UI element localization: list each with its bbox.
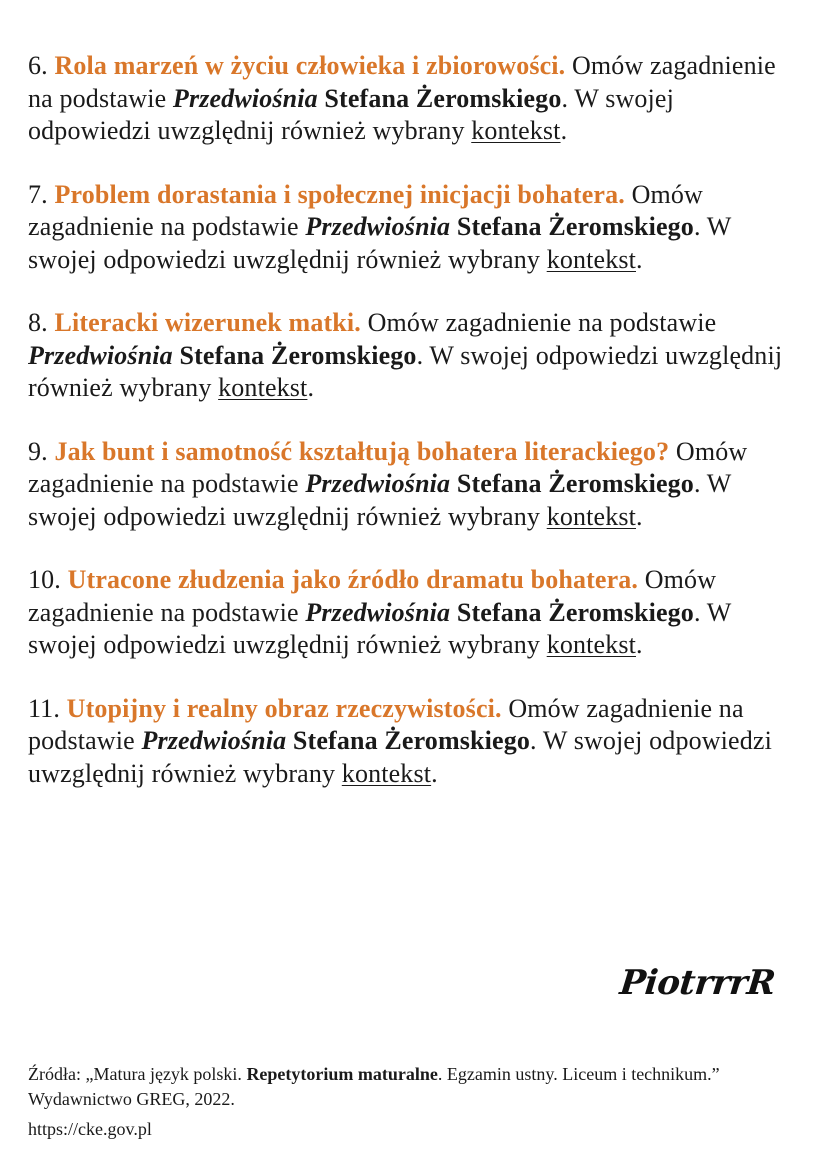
item-instruction: . W swojej odpowiedzi uwzględnij również wybrany: [28, 597, 732, 659]
item-work: Przedwiośnia: [305, 597, 451, 627]
item-topic: Rola marzeń w życiu człowieka i zbiorowości.: [54, 51, 566, 80]
item-end: .: [560, 116, 568, 145]
item-context: kontekst: [546, 501, 636, 531]
item-instruction: . W swojej odpowiedzi uwzględnij również wybrany: [28, 83, 674, 145]
item-number: 9.: [28, 436, 48, 466]
item-context: kontekst: [341, 758, 432, 788]
item-number: 7.: [28, 179, 48, 209]
list-item: [28, 50, 798, 148]
item-work: Przedwiośnia: [141, 726, 287, 755]
item-end: .: [307, 373, 315, 402]
item-prompt: Omów zagadnienie na podstawie: [28, 436, 748, 498]
item-author: Stefana Żeromskiego: [456, 597, 694, 627]
item-instruction: . W swojej odpowiedzi uwzględnij również wybrany: [28, 469, 732, 531]
item-number: 6.: [28, 51, 48, 80]
item-instruction: . W swojej odpowiedzi uwzględnij również wybrany: [28, 726, 772, 788]
item-topic: Problem dorastania i społecznej inicjacji bohatera.: [54, 179, 625, 209]
item-prompt: Omów zagadnienie na podstawie: [28, 565, 717, 627]
author-signature: PiotrrrR: [617, 963, 777, 1003]
sources-suffix: . Egzamin ustny. Liceum i technikum.” Wydawnictwo GREG, 2022.: [28, 1064, 720, 1109]
sources-note: [28, 1062, 788, 1112]
item-topic: Utracone złudzenia jako źródło dramatu bohatera.: [67, 565, 639, 594]
list-item: [28, 436, 798, 534]
list-item: [28, 307, 798, 405]
item-prompt: Omów zagadnienie na podstawie: [367, 308, 717, 337]
item-work: Przedwiośnia: [172, 83, 318, 113]
sources-prefix: Źródła: „Matura język polski.: [28, 1064, 247, 1084]
item-prompt: Omów zagadnienie na podstawie: [28, 693, 744, 755]
item-prompt: Omów zagadnienie na podstawie: [28, 179, 703, 241]
item-context: kontekst: [218, 373, 308, 402]
item-topic: Utopijny i realny obraz rzeczywistości.: [66, 693, 502, 723]
list-item: [28, 564, 798, 662]
item-end: .: [636, 630, 643, 659]
item-instruction: . W swojej odpowiedzi uwzględnij również wybrany: [28, 212, 732, 274]
item-work: Przedwiośnia: [305, 212, 451, 241]
item-context: kontekst: [546, 244, 636, 274]
item-end: .: [636, 244, 643, 274]
list-item: [28, 179, 798, 277]
item-work: Przedwiośnia: [305, 469, 451, 498]
item-prompt: Omów zagadnienie na podstawie: [28, 51, 776, 113]
item-author: Stefana Żeromskiego: [456, 469, 694, 498]
item-topic: Literacki wizerunek matki.: [54, 308, 361, 337]
item-context: kontekst: [546, 630, 636, 659]
item-number: 11.: [28, 693, 60, 723]
item-topic: Jak bunt i samotność kształtują bohatera literackiego?: [54, 436, 670, 466]
list-item: [28, 693, 798, 791]
item-author: Stefana Żeromskiego: [324, 83, 562, 113]
item-end: .: [636, 501, 643, 531]
item-author: Stefana Żeromskiego: [179, 340, 417, 370]
item-author: Stefana Żeromskiego: [292, 726, 531, 755]
item-number: 8.: [28, 308, 48, 337]
item-number: 10.: [28, 565, 61, 594]
item-context: kontekst: [471, 116, 561, 145]
item-end: .: [431, 758, 438, 788]
item-work: Przedwiośnia: [28, 340, 173, 370]
item-instruction: . W swojej odpowiedzi uwzględnij również wybrany: [28, 340, 783, 402]
topic-list: [28, 50, 798, 821]
source-url: https://cke.gov.pl: [28, 1119, 152, 1139]
item-author: Stefana Żeromskiego: [456, 212, 694, 241]
sources-title: Repetytorium maturalne: [246, 1064, 438, 1084]
